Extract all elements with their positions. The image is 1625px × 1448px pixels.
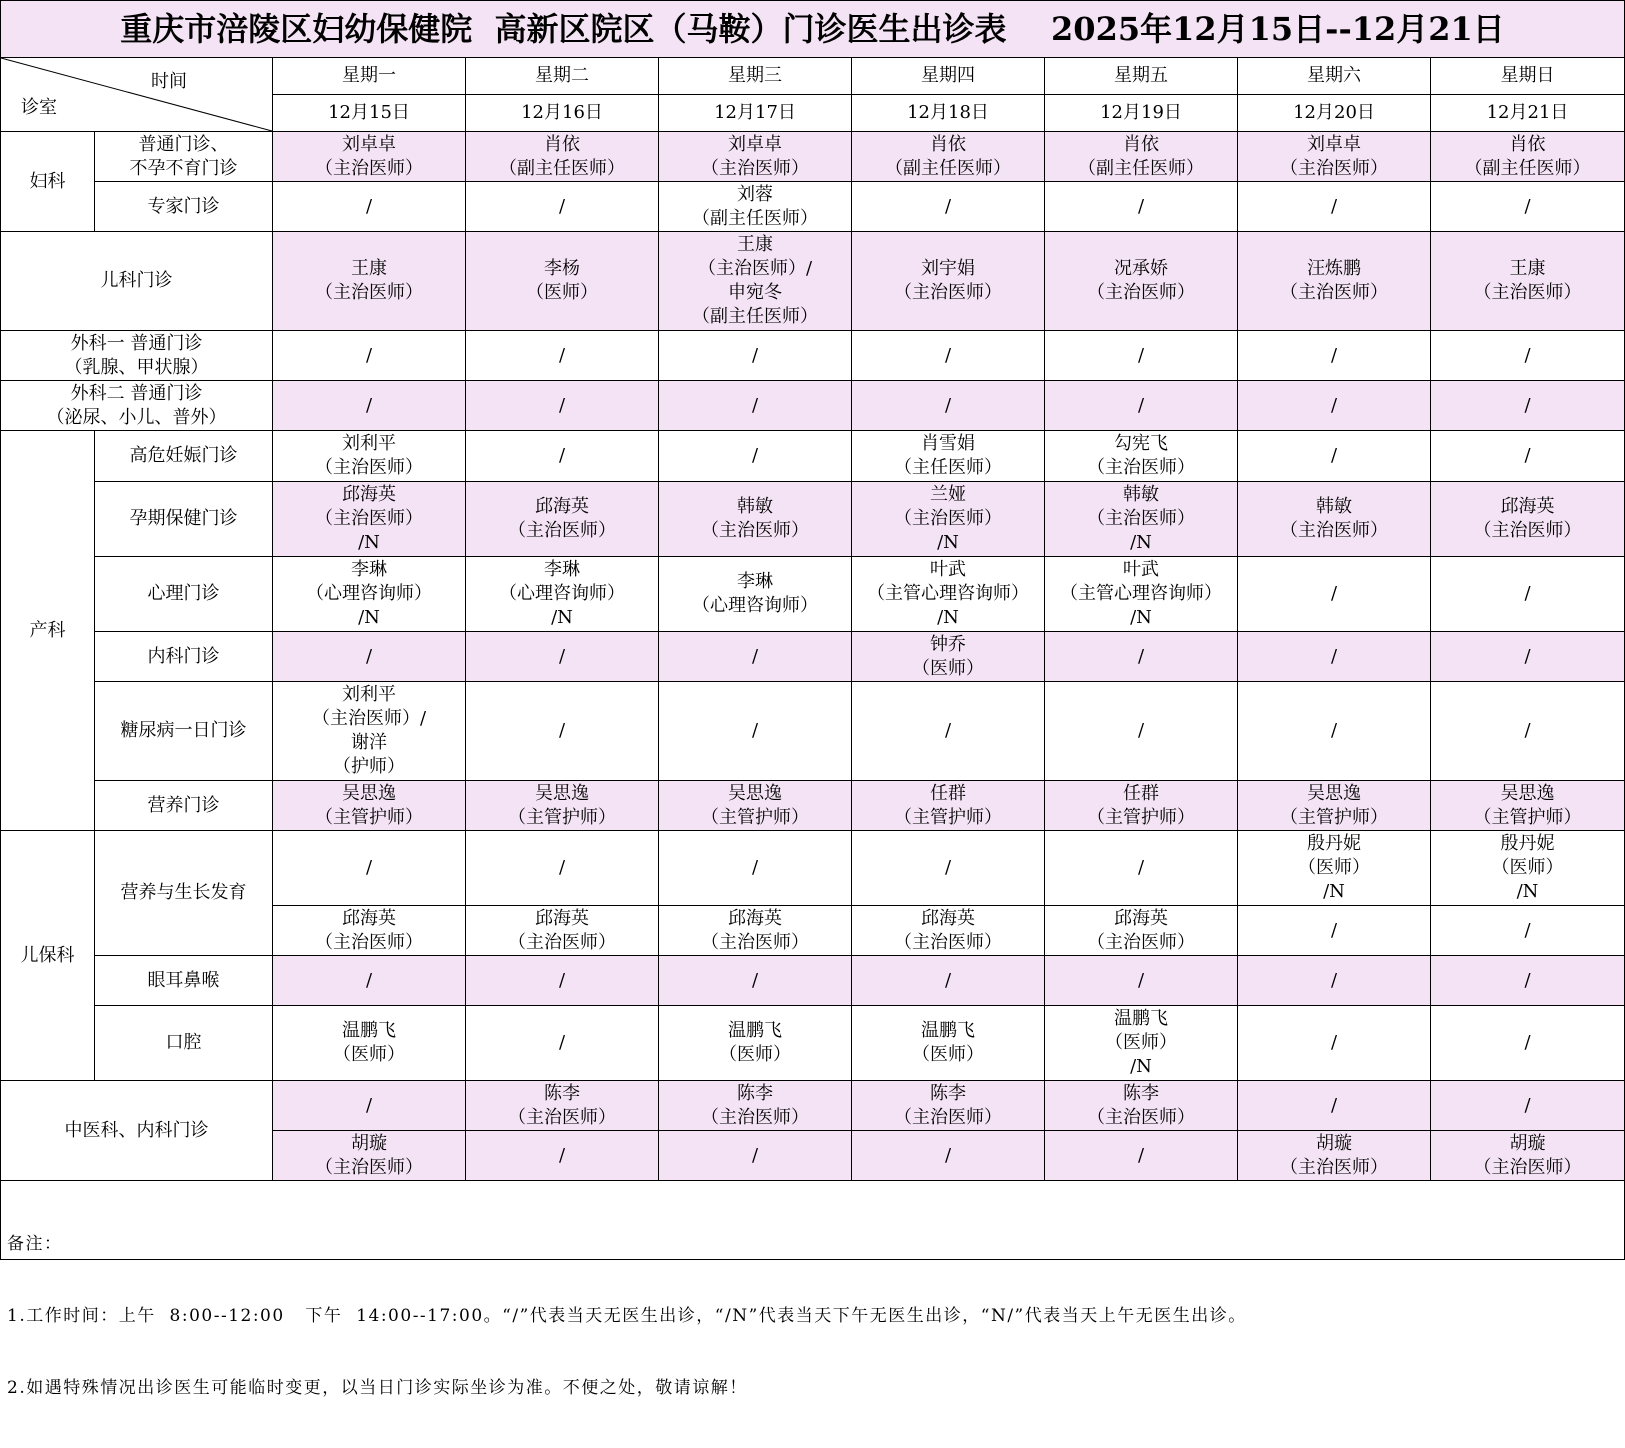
date-header: 12月15日 [273, 95, 466, 132]
schedule-cell: / [1238, 1006, 1431, 1081]
schedule-cell: / [466, 431, 659, 482]
clinic-label: 普通门诊、 不孕不育门诊 [95, 132, 273, 182]
schedule-cell: 刘卓卓 （主治医师） [1238, 132, 1431, 182]
schedule-cell: 钟乔 （医师） [852, 632, 1045, 682]
schedule-cell: / [659, 682, 852, 781]
schedule-cell: / [1045, 632, 1238, 682]
schedule-cell: / [1431, 557, 1625, 632]
schedule-cell: 吴思逸 （主管护师） [1431, 781, 1625, 831]
date-header: 12月19日 [1045, 95, 1238, 132]
schedule-cell: 肖依 （副主任医师） [1431, 132, 1625, 182]
schedule-cell: / [852, 831, 1045, 906]
schedule-cell: 吴思逸 （主管护师） [1238, 781, 1431, 831]
schedule-cell: / [659, 1131, 852, 1181]
schedule-cell: 邱海英 （主治医师） /N [273, 482, 466, 557]
schedule-cell: 温鹏飞 （医师） [273, 1006, 466, 1081]
schedule-cell: 肖雪娟 （主任医师） [852, 431, 1045, 482]
department-label-pediatrics: 儿科门诊 [0, 232, 273, 331]
weekday-header: 星期五 [1045, 58, 1238, 95]
room-header-label: 诊室 [21, 97, 57, 118]
clinic-label: 心理门诊 [95, 557, 273, 632]
date-header: 12月17日 [659, 95, 852, 132]
schedule-cell: / [1431, 906, 1625, 956]
clinic-label: 营养与生长发育 [95, 831, 273, 956]
schedule-cell: / [466, 182, 659, 232]
weekday-header: 星期四 [852, 58, 1045, 95]
schedule-cell: 肖依 （副主任医师） [1045, 132, 1238, 182]
schedule-cell: / [466, 331, 659, 381]
schedule-cell: / [852, 682, 1045, 781]
schedule-cell: 刘蓉 （副主任医师） [659, 182, 852, 232]
schedule-cell: / [852, 1131, 1045, 1181]
schedule-cell: 李琳 （心理咨询师） /N [466, 557, 659, 632]
schedule-cell: 胡璇 （主治医师） [1431, 1131, 1625, 1181]
clinic-label: 孕期保健门诊 [95, 482, 273, 557]
weekday-header: 星期日 [1431, 58, 1625, 95]
schedule-cell: 勾宪飞 （主治医师） [1045, 431, 1238, 482]
schedule-cell: 刘宇娟 （主治医师） [852, 232, 1045, 331]
department-label-child-health: 儿保科 [0, 831, 95, 1081]
schedule-cell: 王康 （主治医师）/ 申宛冬 （副主任医师） [659, 232, 852, 331]
schedule-cell: 叶武 （主管心理咨询师） /N [852, 557, 1045, 632]
schedule-cell: / [273, 381, 466, 431]
schedule-cell: / [466, 831, 659, 906]
schedule-cell: / [1238, 682, 1431, 781]
notes-section [0, 1181, 1625, 1398]
department-label-surgery-1: 外科一 普通门诊 （乳腺、甲状腺） [0, 331, 273, 381]
schedule-cell: / [1238, 331, 1431, 381]
schedule-cell: / [466, 956, 659, 1006]
schedule-cell: 李琳 （心理咨询师） /N [273, 557, 466, 632]
schedule-cell: 吴思逸 （主管护师） [466, 781, 659, 831]
schedule-cell: 况承娇 （主治医师） [1045, 232, 1238, 331]
schedule-cell: / [1045, 182, 1238, 232]
schedule-cell: 殷丹妮 （医师） /N [1431, 831, 1625, 906]
schedule-cell: 陈李 （主治医师） [466, 1081, 659, 1131]
clinic-label: 糖尿病一日门诊 [95, 682, 273, 781]
schedule-cell: / [273, 632, 466, 682]
schedule-cell: 刘利平 （主治医师）/ 谢洋 （护师） [273, 682, 466, 781]
department-label-obstetrics: 产科 [0, 431, 95, 831]
schedule-cell: / [1431, 182, 1625, 232]
schedule-cell: / [1238, 557, 1431, 632]
schedule-cell: 汪炼鹏 （主治医师） [1238, 232, 1431, 331]
schedule-cell: / [1238, 632, 1431, 682]
schedule-cell: / [852, 381, 1045, 431]
schedule-cell: 韩敏 （主治医师） [1238, 482, 1431, 557]
schedule-cell: 邱海英 （主治医师） [1431, 482, 1625, 557]
schedule-title: 重庆市涪陵区妇幼保健院 高新区院区（马鞍）门诊医生出诊表 2025年12月15日--12月21日 [0, 0, 1625, 58]
weekday-header: 星期一 [273, 58, 466, 95]
schedule-cell: 韩敏 （主治医师） /N [1045, 482, 1238, 557]
schedule-cell: 邱海英 （主治医师） [466, 482, 659, 557]
schedule-cell: 吴思逸 （主管护师） [659, 781, 852, 831]
schedule-cell: 陈李 （主治医师） [852, 1081, 1045, 1131]
schedule-cell: 陈李 （主治医师） [1045, 1081, 1238, 1131]
schedule-cell: 殷丹妮 （医师） /N [1238, 831, 1431, 906]
department-label-gynecology: 妇科 [0, 132, 95, 232]
schedule-cell: 肖依 （副主任医师） [466, 132, 659, 182]
schedule-cell: 邱海英 （主治医师） [659, 906, 852, 956]
schedule-cell: / [273, 956, 466, 1006]
clinic-label: 营养门诊 [95, 781, 273, 831]
department-label-surgery-2: 外科二 普通门诊 （泌尿、小儿、普外） [0, 381, 273, 431]
schedule-cell: / [1431, 956, 1625, 1006]
schedule-cell: 胡璇 （主治医师） [1238, 1131, 1431, 1181]
schedule-cell: / [852, 956, 1045, 1006]
schedule-cell: 兰娅 （主治医师） /N [852, 482, 1045, 557]
time-header-label: 时间 [151, 71, 187, 92]
weekday-header: 星期三 [659, 58, 852, 95]
schedule-cell: 王康 （主治医师） [273, 232, 466, 331]
schedule-cell: 任群 （主管护师） [852, 781, 1045, 831]
schedule-cell: / [852, 331, 1045, 381]
notes-line: 2.如遇特殊情况出诊医生可能临时变更，以当日门诊实际坐诊为准。不便之处，敬请谅解！ [7, 1378, 748, 1398]
date-header: 12月21日 [1431, 95, 1625, 132]
schedule-cell: / [659, 632, 852, 682]
date-header: 12月16日 [466, 95, 659, 132]
schedule-cell: / [1045, 331, 1238, 381]
schedule-cell: / [1431, 1006, 1625, 1081]
schedule-cell: / [273, 831, 466, 906]
schedule-cell: 叶武 （主管心理咨询师） /N [1045, 557, 1238, 632]
schedule-cell: / [1431, 1081, 1625, 1131]
notes-line: 1.工作时间：上午 8:00--12:00 下午 14:00--17:00。“/”代表当天无医生出诊，“/N”代表当天下午无医生出诊，“N/”代表当天上午无医生出诊。 [7, 1306, 1247, 1326]
clinic-label: 高危妊娠门诊 [95, 431, 273, 482]
clinic-label: 眼耳鼻喉 [95, 956, 273, 1006]
schedule-cell: / [852, 182, 1045, 232]
schedule-cell: / [1238, 956, 1431, 1006]
schedule-cell: 刘利平 （主治医师） [273, 431, 466, 482]
schedule-cell: 邱海英 （主治医师） [466, 906, 659, 956]
schedule-cell: / [1045, 831, 1238, 906]
schedule-cell: / [1238, 431, 1431, 482]
schedule-cell: / [1431, 682, 1625, 781]
schedule-cell: 邱海英 （主治医师） [1045, 906, 1238, 956]
schedule-cell: 肖依 （副主任医师） [852, 132, 1045, 182]
schedule-cell: / [466, 1131, 659, 1181]
schedule-cell: 刘卓卓 （主治医师） [273, 132, 466, 182]
schedule-cell: / [466, 1006, 659, 1081]
header-corner [0, 58, 273, 132]
schedule-cell: 邱海英 （主治医师） [273, 906, 466, 956]
date-header: 12月20日 [1238, 95, 1431, 132]
schedule-cell: / [1238, 381, 1431, 431]
schedule-cell: / [466, 632, 659, 682]
schedule-cell: / [466, 381, 659, 431]
schedule-cell: 李杨 （医师） [466, 232, 659, 331]
schedule-cell: 陈李 （主治医师） [659, 1081, 852, 1131]
schedule-cell: 韩敏 （主治医师） [659, 482, 852, 557]
date-header: 12月18日 [852, 95, 1045, 132]
schedule-cell: / [659, 956, 852, 1006]
department-label-tcm: 中医科、内科门诊 [0, 1081, 273, 1181]
schedule-cell: / [659, 831, 852, 906]
diagonal-divider [1, 58, 272, 131]
schedule-cell: 温鹏飞 （医师） /N [1045, 1006, 1238, 1081]
schedule-cell: / [1431, 381, 1625, 431]
clinic-label: 专家门诊 [95, 182, 273, 232]
schedule-cell: 李琳 （心理咨询师） [659, 557, 852, 632]
schedule-cell: / [1045, 682, 1238, 781]
schedule-cell: 吴思逸 （主管护师） [273, 781, 466, 831]
schedule-cell: / [1431, 632, 1625, 682]
schedule-cell: / [1238, 906, 1431, 956]
schedule-cell: / [659, 331, 852, 381]
schedule-cell: / [1238, 1081, 1431, 1131]
schedule-cell: 胡璇 （主治医师） [273, 1131, 466, 1181]
schedule-cell: 刘卓卓 （主治医师） [659, 132, 852, 182]
weekday-header: 星期六 [1238, 58, 1431, 95]
schedule-cell: / [1045, 381, 1238, 431]
schedule-cell: / [659, 431, 852, 482]
schedule-cell: / [1045, 1131, 1238, 1181]
schedule-cell: / [273, 182, 466, 232]
weekday-header: 星期二 [466, 58, 659, 95]
schedule-cell: / [1431, 431, 1625, 482]
schedule-cell: 邱海英 （主治医师） [852, 906, 1045, 956]
schedule-cell: / [466, 682, 659, 781]
schedule-cell: / [1045, 956, 1238, 1006]
schedule-cell: / [273, 331, 466, 381]
schedule-cell: / [273, 1081, 466, 1131]
schedule-cell: 任群 （主管护师） [1045, 781, 1238, 831]
schedule-cell: 温鹏飞 （医师） [852, 1006, 1045, 1081]
schedule-cell: / [1431, 331, 1625, 381]
clinic-label: 内科门诊 [95, 632, 273, 682]
schedule-cell: 温鹏飞 （医师） [659, 1006, 852, 1081]
schedule-cell: 王康 （主治医师） [1431, 232, 1625, 331]
clinic-label: 口腔 [95, 1006, 273, 1081]
notes-label: 备注： [7, 1234, 63, 1254]
schedule-cell: / [1238, 182, 1431, 232]
schedule-cell: / [659, 381, 852, 431]
